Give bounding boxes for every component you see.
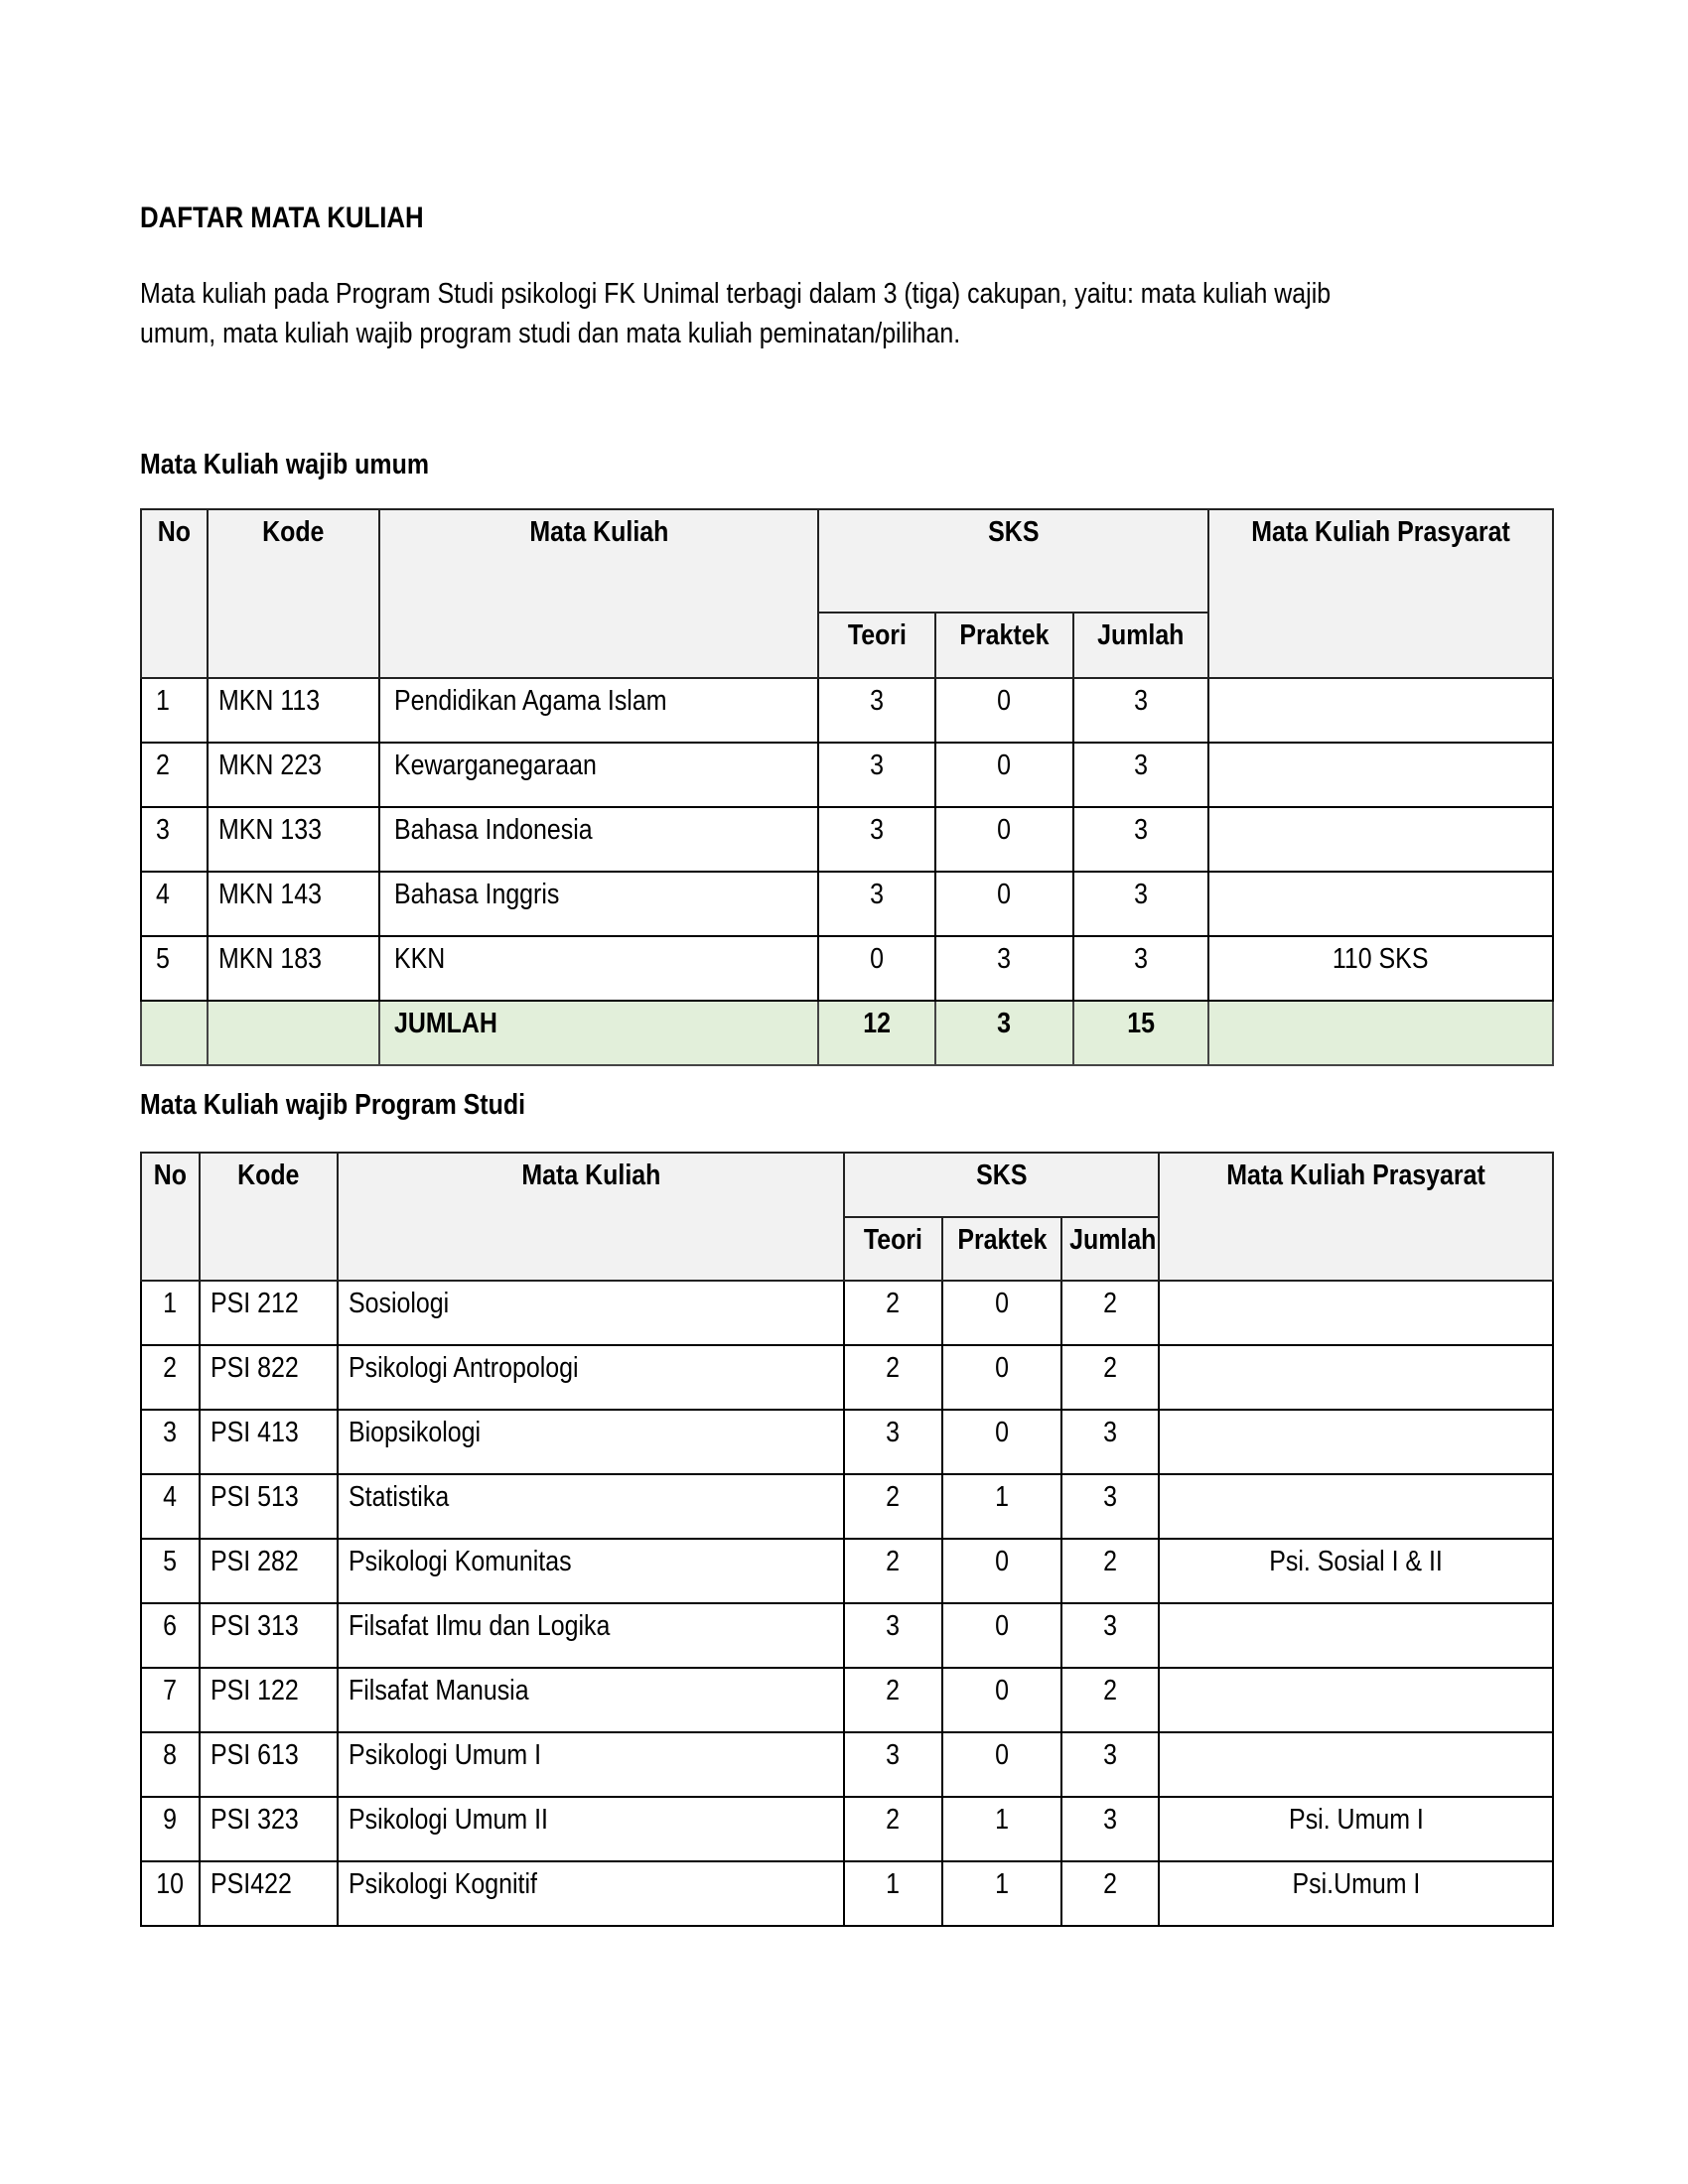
cell-text: Praktek <box>959 619 1050 651</box>
table-cell <box>844 1539 942 1603</box>
table-cell <box>942 1345 1061 1410</box>
table-cell <box>379 807 818 872</box>
header-teori <box>818 613 935 678</box>
cell-text: 1 <box>156 685 170 717</box>
cell-text: 0 <box>995 1546 1009 1577</box>
table-cell <box>935 678 1073 743</box>
table-cell <box>200 1410 338 1474</box>
cell-text: 0 <box>995 1739 1009 1771</box>
cell-text: 3 <box>1134 879 1148 910</box>
table-cell <box>818 1001 935 1065</box>
cell-text: 3 <box>1134 750 1148 781</box>
table-row <box>141 1410 1553 1474</box>
table-cell <box>1208 936 1553 1001</box>
intro-line: umum, mata kuliah wajib program studi dan mata kuliah peminatan/pilihan. <box>140 318 961 349</box>
cell-text: 3 <box>870 814 884 846</box>
cell-text: 1 <box>995 1481 1009 1513</box>
cell-text: 3 <box>1134 943 1148 975</box>
table-row <box>141 1603 1553 1668</box>
table-cell <box>844 1861 942 1926</box>
table-row <box>141 1539 1553 1603</box>
table-cell <box>818 678 935 743</box>
table-row <box>141 678 1553 743</box>
table-cell <box>1061 1861 1159 1926</box>
cell-text: 2 <box>156 750 170 781</box>
table-cell <box>1159 1668 1553 1732</box>
cell-text: Filsafat Ilmu dan Logika <box>349 1610 611 1642</box>
table-cell <box>1159 1797 1553 1861</box>
cell-text: Psikologi Kognitif <box>349 1868 537 1900</box>
cell-text: 3 <box>870 879 884 910</box>
table-cell <box>338 1281 844 1345</box>
cell-text: Mata Kuliah <box>529 516 668 548</box>
table-row <box>141 743 1553 807</box>
table-cell <box>1061 1345 1159 1410</box>
cell-text: PSI 122 <box>211 1675 299 1706</box>
table-cell <box>338 1668 844 1732</box>
header-no <box>141 509 208 678</box>
cell-text: MKN 133 <box>218 814 322 846</box>
table-cell <box>208 678 379 743</box>
table-cell <box>942 1861 1061 1926</box>
cell-text: 3 <box>1103 1804 1117 1836</box>
table-row <box>141 1732 1553 1797</box>
table-cell <box>844 1668 942 1732</box>
cell-text: 0 <box>997 814 1012 846</box>
table-cell <box>1159 1603 1553 1668</box>
table-cell <box>1061 1797 1159 1861</box>
cell-text: 3 <box>870 685 884 717</box>
page-title: DAFTAR MATA KULIAH <box>140 202 424 234</box>
header-kode <box>200 1153 338 1281</box>
table-cell <box>818 936 935 1001</box>
cell-text: 2 <box>1103 1868 1117 1900</box>
header-praktek <box>935 613 1073 678</box>
table-cell <box>208 1001 379 1065</box>
cell-text: Psi.Umum I <box>1292 1868 1420 1900</box>
cell-text: No <box>157 516 192 548</box>
table-cell <box>942 1539 1061 1603</box>
cell-text: Jumlah <box>1097 619 1185 651</box>
table-cell <box>208 872 379 936</box>
cell-text: PSI 822 <box>211 1352 299 1384</box>
cell-text: 15 <box>1127 1008 1155 1039</box>
table-cell <box>844 1797 942 1861</box>
table-cell <box>1159 1861 1553 1926</box>
cell-text: 2 <box>1103 1288 1117 1319</box>
intro-line: Mata kuliah pada Program Studi psikologi FK Unimal terbagi dalam 3 (tiga) cakupan, yaitu: mata kuliah wajib <box>140 278 1332 310</box>
cell-text: 2 <box>1103 1546 1117 1577</box>
cell-text: Psi. Umum I <box>1288 1804 1424 1836</box>
cell-text: 0 <box>997 750 1012 781</box>
table-cell <box>844 1603 942 1668</box>
table-cell <box>141 1732 200 1797</box>
cell-text: 7 <box>163 1675 178 1706</box>
cell-text: 3 <box>1134 814 1148 846</box>
cell-text: Mata Kuliah Prasyarat <box>1226 1160 1485 1191</box>
table-cell <box>338 1345 844 1410</box>
table-cell <box>1159 1345 1553 1410</box>
table-cell <box>1159 1539 1553 1603</box>
table-wajib-prodi <box>140 1152 1554 1927</box>
table-cell <box>1061 1668 1159 1732</box>
cell-text: 2 <box>1103 1352 1117 1384</box>
cell-text: 2 <box>886 1804 901 1836</box>
cell-text: 0 <box>995 1610 1009 1642</box>
table-cell <box>1159 1410 1553 1474</box>
cell-text: 12 <box>863 1008 891 1039</box>
cell-text: 3 <box>886 1610 901 1642</box>
table-cell <box>141 678 208 743</box>
cell-text: Teori <box>847 619 907 651</box>
table-cell <box>200 1732 338 1797</box>
table-cell <box>1208 743 1553 807</box>
cell-text: 1 <box>163 1288 178 1319</box>
table-cell <box>200 1668 338 1732</box>
table-cell <box>1208 872 1553 936</box>
table-cell <box>141 743 208 807</box>
table-cell <box>942 1797 1061 1861</box>
table-cell <box>141 1345 200 1410</box>
table-cell <box>141 1281 200 1345</box>
table-cell <box>200 1539 338 1603</box>
cell-text: 6 <box>163 1610 178 1642</box>
table-cell <box>844 1410 942 1474</box>
cell-text: 2 <box>886 1546 901 1577</box>
cell-text: 2 <box>886 1675 901 1706</box>
table-cell <box>141 1474 200 1539</box>
cell-text: MKN 223 <box>218 750 322 781</box>
cell-text: 5 <box>156 943 170 975</box>
cell-text: PSI 513 <box>211 1481 299 1513</box>
table-cell <box>141 1668 200 1732</box>
cell-text: Mata Kuliah <box>521 1160 660 1191</box>
cell-text: PSI 282 <box>211 1546 299 1577</box>
table-cell <box>379 936 818 1001</box>
table-cell <box>208 807 379 872</box>
table-cell <box>338 1474 844 1539</box>
cell-text: Kode <box>237 1160 300 1191</box>
table-cell <box>942 1474 1061 1539</box>
cell-text: Mata Kuliah Prasyarat <box>1251 516 1510 548</box>
table-row <box>141 1345 1553 1410</box>
cell-text: Psikologi Umum I <box>349 1739 542 1771</box>
cell-text: 110 SKS <box>1333 943 1429 975</box>
cell-text: 2 <box>886 1288 901 1319</box>
cell-text: 3 <box>886 1417 901 1448</box>
table-cell <box>935 1001 1073 1065</box>
section-heading-wajib-umum: Mata Kuliah wajib umum <box>140 449 430 480</box>
table-cell <box>844 1345 942 1410</box>
table-cell <box>379 743 818 807</box>
table-row <box>141 1797 1553 1861</box>
table-cell <box>1073 678 1208 743</box>
table-cell <box>1061 1603 1159 1668</box>
cell-text: 4 <box>156 879 170 910</box>
intro-paragraph <box>140 274 1634 353</box>
table-row <box>141 1861 1553 1926</box>
cell-text: 3 <box>886 1739 901 1771</box>
cell-text: 5 <box>163 1546 178 1577</box>
table-row <box>141 807 1553 872</box>
cell-text: 1 <box>995 1868 1009 1900</box>
table-cell <box>1061 1281 1159 1345</box>
cell-text: 3 <box>1103 1739 1117 1771</box>
cell-text: 4 <box>163 1481 178 1513</box>
cell-text: Pendidikan Agama Islam <box>394 685 667 717</box>
table-row <box>141 936 1553 1001</box>
table-cell <box>1073 1001 1208 1065</box>
cell-text: 0 <box>995 1352 1009 1384</box>
cell-text: 0 <box>870 943 884 975</box>
cell-text: Sosiologi <box>349 1288 450 1319</box>
header-prasyarat <box>1159 1153 1553 1281</box>
table-cell <box>935 872 1073 936</box>
table-cell <box>1159 1732 1553 1797</box>
table-cell <box>338 1603 844 1668</box>
table-cell <box>1061 1474 1159 1539</box>
table-cell <box>141 1603 200 1668</box>
cell-text: PSI 313 <box>211 1610 299 1642</box>
table-cell <box>818 743 935 807</box>
table-cell <box>1061 1539 1159 1603</box>
cell-text: 0 <box>997 879 1012 910</box>
cell-text: 3 <box>1134 685 1148 717</box>
table-cell <box>141 872 208 936</box>
cell-text: Bahasa Indonesia <box>394 814 593 846</box>
table-cell <box>141 1797 200 1861</box>
cell-text: PSI422 <box>211 1868 292 1900</box>
table-cell <box>942 1410 1061 1474</box>
cell-text: 8 <box>163 1739 178 1771</box>
cell-text: 2 <box>1103 1675 1117 1706</box>
table-cell <box>200 1861 338 1926</box>
cell-text: 2 <box>886 1481 901 1513</box>
cell-text: Filsafat Manusia <box>349 1675 529 1706</box>
header-prasyarat <box>1208 509 1553 678</box>
table-cell <box>338 1539 844 1603</box>
table-cell <box>338 1861 844 1926</box>
table-cell <box>942 1668 1061 1732</box>
table-cell <box>1061 1410 1159 1474</box>
cell-text: 3 <box>163 1417 178 1448</box>
cell-text: PSI 212 <box>211 1288 299 1319</box>
table-row <box>141 1474 1553 1539</box>
table-cell <box>1073 872 1208 936</box>
cell-text: MKN 113 <box>218 685 321 717</box>
table-cell <box>942 1603 1061 1668</box>
cell-text: 3 <box>997 1008 1012 1039</box>
cell-text: Teori <box>863 1224 923 1256</box>
table-cell <box>338 1410 844 1474</box>
table-cell <box>200 1345 338 1410</box>
header-mata-kuliah <box>338 1153 844 1281</box>
cell-text: No <box>153 1160 188 1191</box>
cell-text: Statistika <box>349 1481 450 1513</box>
table-cell <box>844 1281 942 1345</box>
section-heading-wajib-prodi: Mata Kuliah wajib Program Studi <box>140 1089 526 1121</box>
cell-text: PSI 613 <box>211 1739 299 1771</box>
table-cell <box>935 936 1073 1001</box>
cell-text: 9 <box>163 1804 178 1836</box>
cell-text: Kode <box>262 516 325 548</box>
table-cell <box>379 872 818 936</box>
cell-text: 0 <box>995 1675 1009 1706</box>
cell-text: 0 <box>997 685 1012 717</box>
table-cell <box>942 1732 1061 1797</box>
cell-text: PSI 323 <box>211 1804 299 1836</box>
header-kode <box>208 509 379 678</box>
cell-text: 3 <box>1103 1481 1117 1513</box>
table-cell <box>200 1603 338 1668</box>
cell-text: Bahasa Inggris <box>394 879 560 910</box>
cell-text: 10 <box>156 1868 185 1900</box>
table-cell <box>208 936 379 1001</box>
table-cell <box>1208 1001 1553 1065</box>
cell-text: Psi. Sosial I & II <box>1269 1546 1443 1577</box>
table-cell <box>208 743 379 807</box>
cell-text: KKN <box>394 943 446 975</box>
table-cell <box>1208 807 1553 872</box>
cell-text: 2 <box>886 1352 901 1384</box>
header-mata-kuliah <box>379 509 818 678</box>
header-jumlah <box>1061 1217 1159 1281</box>
cell-text: MKN 143 <box>218 879 322 910</box>
cell-text: 1 <box>995 1804 1009 1836</box>
cell-text: PSI 413 <box>211 1417 299 1448</box>
cell-text: SKS <box>987 516 1040 548</box>
table-cell <box>141 1410 200 1474</box>
cell-text: 3 <box>997 943 1012 975</box>
cell-text: Biopsikologi <box>349 1417 482 1448</box>
table-cell <box>1073 743 1208 807</box>
table-cell <box>844 1474 942 1539</box>
table-cell <box>1061 1732 1159 1797</box>
table-cell <box>935 743 1073 807</box>
table-cell <box>1159 1281 1553 1345</box>
header-jumlah <box>1073 613 1208 678</box>
cell-text: 3 <box>156 814 170 846</box>
table-cell <box>141 807 208 872</box>
table-cell <box>200 1281 338 1345</box>
cell-text: MKN 183 <box>218 943 322 975</box>
table-cell <box>379 1001 818 1065</box>
cell-text: 0 <box>995 1288 1009 1319</box>
table-cell <box>1073 936 1208 1001</box>
header-sks <box>844 1153 1159 1217</box>
cell-text: Praktek <box>956 1224 1048 1256</box>
table-cell <box>844 1732 942 1797</box>
cell-text: 1 <box>886 1868 901 1900</box>
header-sks <box>818 509 1208 613</box>
table-cell <box>1208 678 1553 743</box>
cell-text: 0 <box>995 1417 1009 1448</box>
table-cell <box>200 1797 338 1861</box>
header-teori <box>844 1217 942 1281</box>
cell-text: 2 <box>163 1352 178 1384</box>
total-label: JUMLAH <box>394 1008 497 1039</box>
total-row <box>141 1001 1553 1065</box>
table-wajib-umum <box>140 508 1554 1066</box>
cell-text: SKS <box>975 1160 1028 1191</box>
cell-text: Psikologi Umum II <box>349 1804 548 1836</box>
table-cell <box>338 1732 844 1797</box>
table-cell <box>935 807 1073 872</box>
table-cell <box>200 1474 338 1539</box>
table-row <box>141 1281 1553 1345</box>
table-cell <box>379 678 818 743</box>
table-cell <box>1073 807 1208 872</box>
cell-text: Kewarganegaraan <box>394 750 597 781</box>
table-cell <box>338 1797 844 1861</box>
table-cell <box>818 872 935 936</box>
table-row <box>141 1668 1553 1732</box>
table-cell <box>141 1861 200 1926</box>
cell-text: Psikologi Antropologi <box>349 1352 579 1384</box>
cell-text: 3 <box>1103 1417 1117 1448</box>
cell-text: 3 <box>1103 1610 1117 1642</box>
table-cell <box>141 936 208 1001</box>
table-row <box>141 872 1553 936</box>
header-no <box>141 1153 200 1281</box>
table-cell <box>818 807 935 872</box>
table-cell <box>141 1001 208 1065</box>
cell-text: Psikologi Komunitas <box>349 1546 572 1577</box>
table-cell <box>141 1539 200 1603</box>
table-cell <box>942 1281 1061 1345</box>
header-praktek <box>942 1217 1061 1281</box>
cell-text: Jumlah <box>1069 1224 1157 1256</box>
table-cell <box>1159 1474 1553 1539</box>
cell-text: 3 <box>870 750 884 781</box>
